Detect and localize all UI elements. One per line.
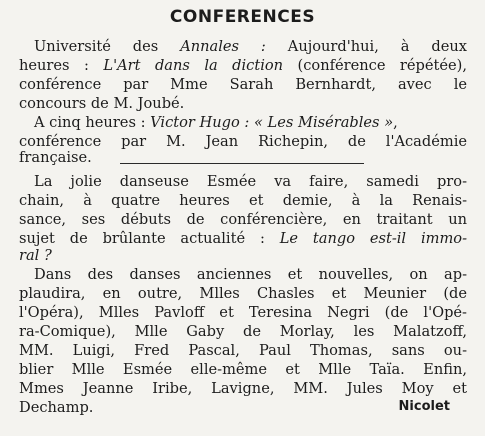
text-line: Dechamp. <box>19 399 94 416</box>
text-line: ra-Comique), Mlle Gaby de Morlay, les Malatzoff, <box>19 323 467 340</box>
text-line: plaudira, en outre, Mlles Chasles et Meunier (de <box>19 285 467 302</box>
text-line: française. <box>19 149 92 166</box>
text-line: concours de M. Joubé. <box>19 95 185 112</box>
text-line: conférence par Mme Sarah Bernhardt, avec le <box>19 76 467 93</box>
text-line: A cinq heures : Victor Hugo : « Les Misérables », <box>34 114 398 131</box>
text-line: Université des Annales : Aujourd'hui, à deux <box>34 38 467 55</box>
text-line: chain, à quatre heures et demie, à la Renais- <box>19 192 467 209</box>
article-heading: CONFERENCES <box>169 7 316 27</box>
text-line: La jolie danseuse Esmée va faire, samedi pro- <box>34 173 467 190</box>
text-line: ral ? <box>19 247 52 264</box>
text-line: sance, ses débuts de conférencière, en traitant un <box>19 211 467 228</box>
author-signature: Nicolet <box>398 399 450 414</box>
text-line: sujet de brûlante actualité : Le tango est-il immo- <box>19 230 468 247</box>
text-line: conférence par M. Jean Richepin, de l'Académie <box>19 133 467 150</box>
text-line: heures : L'Art dans la diction (conférence répétée), <box>19 57 467 74</box>
text-line: MM. Luigi, Fred Pascal, Paul Thomas, sans ou- <box>19 342 467 359</box>
text-line: l'Opéra), Mlles Pavloff et Teresina Negri (de l'Opé- <box>19 304 467 321</box>
text-line: Dans des danses anciennes et nouvelles, on ap- <box>34 266 467 283</box>
section-divider <box>120 163 364 164</box>
text-line: blier Mlle Esmée elle-même et Mlle Taïa. Enfin, <box>19 361 467 378</box>
text-line: Mmes Jeanne Iribe, Lavigne, MM. Jules Moy et <box>19 380 467 397</box>
